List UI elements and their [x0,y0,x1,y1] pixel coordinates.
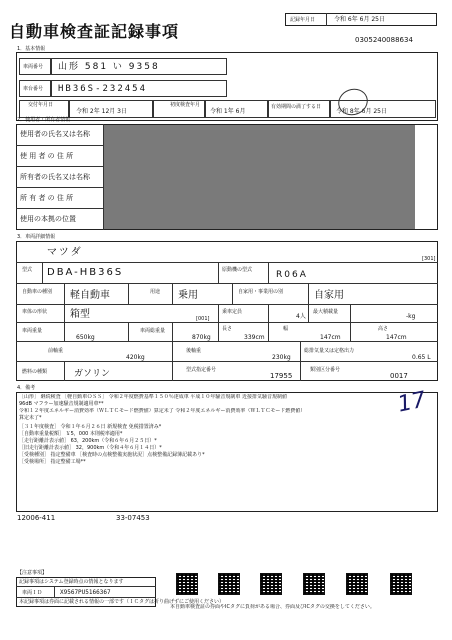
rear-axle-label: 後軸重 [186,348,202,354]
vehicle-length: 339cm [244,334,265,341]
user-name-label: 使用者の氏名又は名称 [20,130,90,138]
engine-type: R06A [276,270,308,280]
notice-heading: 【注意事項】 [17,570,48,576]
kind-label: 自動車の種別 [22,289,53,295]
chassis-number: HB36S-232454 [58,84,148,94]
note-line: 算定未了* [19,415,42,421]
expiry-date: 令和 8年 6月 25日 [336,108,387,115]
car-id-label: 車両ＩＤ [22,590,43,596]
type-label: 型式 [22,267,33,273]
car-id: X9567PU5166367 [60,589,111,596]
record-date: 令和 6年 6月 25日 [334,16,385,23]
body-code: [001] [196,316,210,322]
section3-heading: 3．車両詳細情報 [17,234,56,240]
displacement-label: 総排気量又は定格出力 [304,348,355,354]
gross-weight-label: 車両総重量 [140,328,166,334]
note-line: 96dB マフラー加速騒音規制適用車** [19,401,104,407]
displacement: 0.65 L [412,354,431,361]
vehicle-use: 乗用 [178,290,198,301]
chassis-label: 車台番号 [23,86,44,92]
section4-heading: 4．備考 [17,385,36,391]
owner-name-label: 所有者の氏名又は名称 [20,173,90,181]
front-axle-weight: 420kg [126,354,145,361]
reg-number-label: 車両番号 [23,64,44,70]
reg-number: 山形 581 い 9358 [58,62,160,72]
qr-code-3 [260,573,282,595]
handwritten-number: 17 [395,387,429,418]
note-line: ［３１年度検査］ 令和１年６月２６日 新規検査 免税措置済み* [19,424,162,430]
expiry-label: 有効期間の満了する日 [271,104,322,110]
note-line: ［旧走行距離計表示値］ 32，900km（令和４年６月１４日）* [19,445,162,451]
section2-heading: 2．使用者・所有者情報 [17,117,71,123]
issue-date: 令和 2年 12月 3日 [76,108,127,115]
maker-code: [301] [422,256,436,262]
max-load-label: 最大積載量 [313,309,339,315]
vehicle-purpose: 自家用 [314,290,344,301]
section1-heading: 1．基本情報 [17,46,46,52]
notice-text: 記録事項はシステム登録時点の情報となります [19,579,124,585]
qr-code-6 [390,573,412,595]
capacity: 4人 [296,313,306,320]
code-left: 12006-411 [17,514,56,522]
vehicle-type: DBA-HB36S [47,267,124,278]
use-label: 用途 [150,289,161,295]
qr-code-2 [218,573,240,595]
vehicle-kind: 軽自動車 [70,290,110,301]
body-shape: 箱型 [70,309,90,320]
right-note: 本自動車検査証の券面やICタグに負荷がある場合、券面及びICタグの交換をしてください。 [170,604,375,610]
width-label: 幅 [283,326,289,332]
rear-axle-weight: 230kg [272,354,291,361]
gross-weight: 870kg [192,334,211,341]
redacted-area [104,125,415,229]
length-label: 長さ [222,326,233,332]
note-line: ［走行距離計表示値］ 63，200km（令和６年６月２５日）* [19,438,157,444]
note-line: ［受検種別］ 指定整備車 ［検査時の点検整備実施状況］点検整備記録簿記載あり* [19,452,205,458]
front-axle-label: 前軸重 [48,348,64,354]
issue-date-label: 交付年月日 [28,102,54,108]
body-label: 車体の形状 [22,309,48,315]
max-load: -kg [406,313,416,320]
qr-code-5 [346,573,368,595]
purpose-label: 自家用・事業用の別 [238,289,284,295]
note-line: ［自動車重量税額］ ￥5，000 本則税率適用* [19,431,123,437]
vehicle-width: 147cm [320,334,341,341]
weight-label: 車両重量 [22,328,43,334]
record-date-label: 記録年月日 [290,17,316,23]
owner-address-label: 所 有 者 の 住 所 [20,194,74,202]
height-label: 高さ [378,326,389,332]
first-reg-label: 初度検査年月 [170,102,201,108]
category-number: 0017 [390,372,408,380]
vehicle-height: 147cm [386,334,407,341]
capacity-label: 乗車定員 [222,309,243,315]
note-line: 令和１２年度エネルギー消費効率（ＷＬＴＣモード燃費値）算定未了 令和２年度エネルギー消費効率（ＷＬＴＣモード燃費値） [19,408,306,414]
fuel-label: 燃料の種類 [22,369,48,375]
bottom-note: 本記録事項は券面に記載される情報の一部です（ＩＣタグは折り曲げずにご使用ください） [19,599,225,605]
category-label: 類別区分番号 [310,367,341,373]
engine-label: 原動機の型式 [222,267,253,273]
qr-code-1 [176,573,198,595]
fuel-type: ガソリン [74,369,111,379]
designation-number: 17955 [270,372,293,380]
user-address-label: 使 用 者 の 住 所 [20,152,74,160]
maker: マツダ [47,247,83,258]
code-right: 33-07453 [116,514,150,522]
designation-label: 型式指定番号 [186,367,217,373]
doc-title: 自動車検査証記録事項 [9,22,180,41]
base-location-label: 使用の本拠の位置 [20,215,76,223]
doc-number: 0305240088634 [355,36,413,44]
first-reg-date: 令和 1年 6月 [210,108,246,115]
vehicle-weight: 650kg [76,334,95,341]
note-line: ［山形］ 継続検査 ［軽自動車ＯＳＳ］ 令和２年度燃費基準１５０％達成車 平成１０年騒音規制車 近接排気騒音規制値 [19,394,287,400]
qr-code-4 [303,573,325,595]
note-line: ［受検場所］ 指定整備工場** [19,459,86,465]
